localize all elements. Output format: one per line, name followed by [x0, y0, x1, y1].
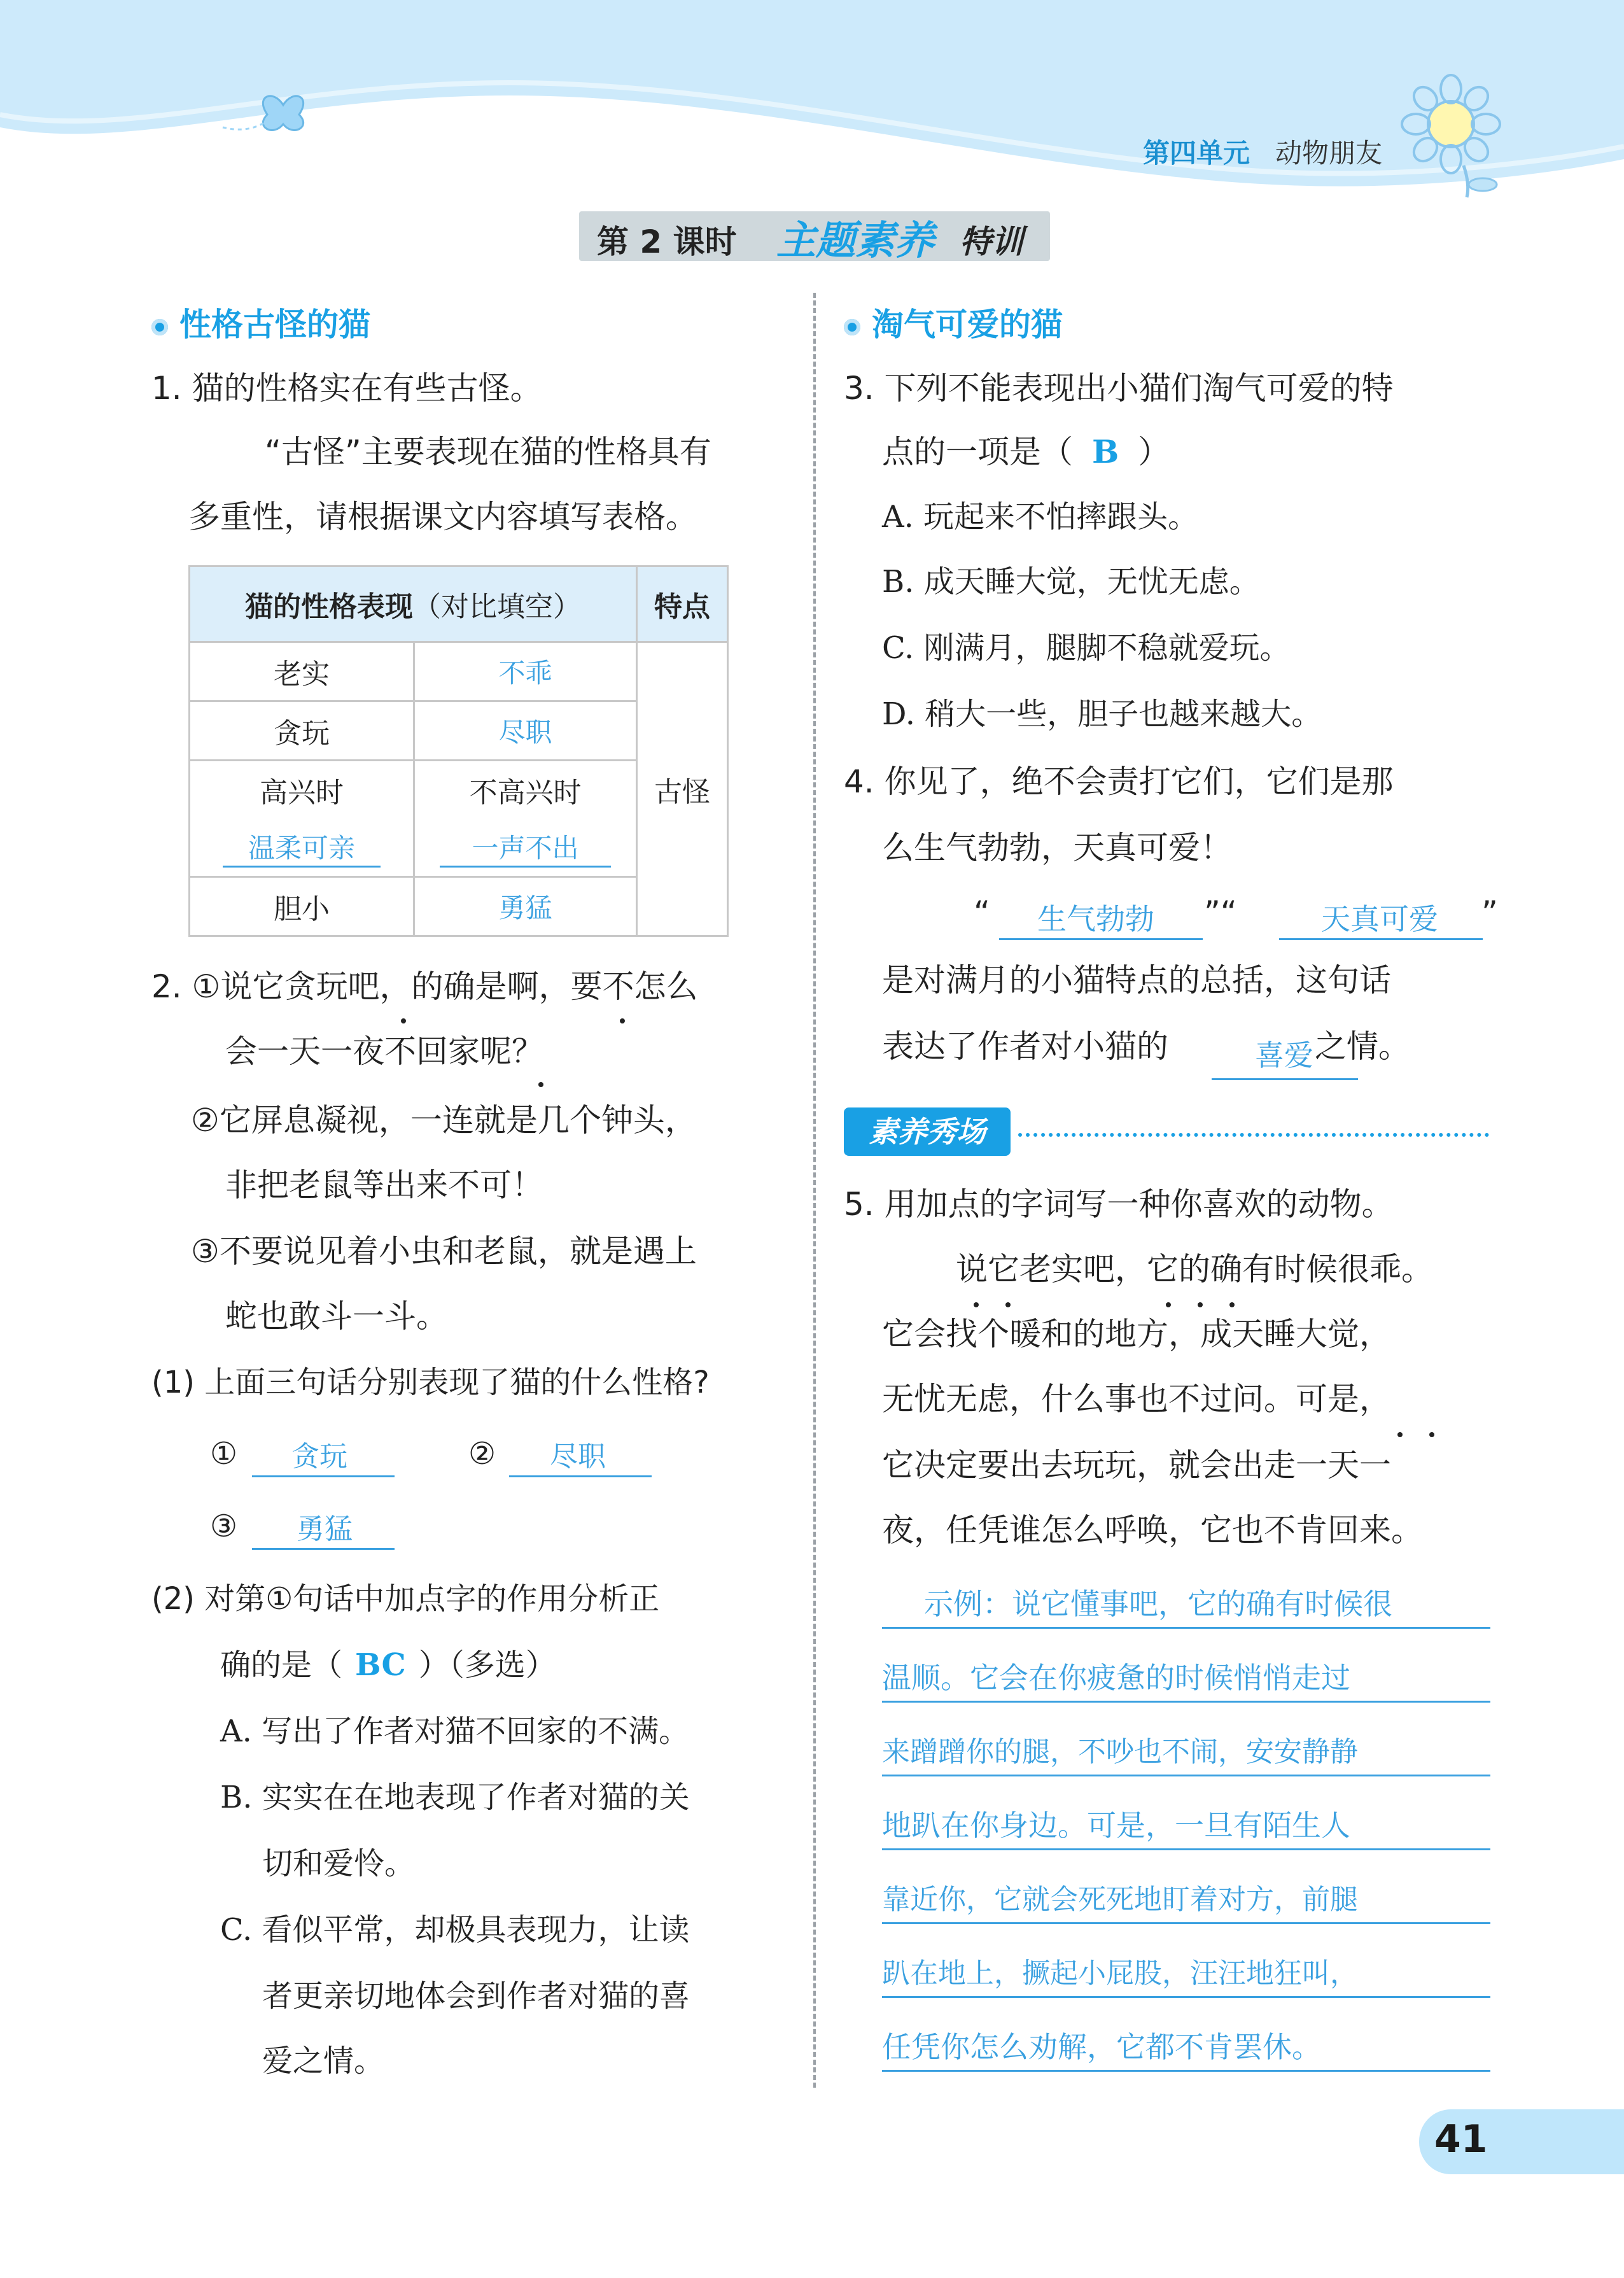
- answer-text: 趴在地上，撅起小屁股，汪汪地狂叫，: [882, 1957, 1358, 1990]
- option-c: C. 刚满月，腿脚不稳就爱玩。: [882, 630, 1291, 666]
- emphasis-dot: [538, 1082, 543, 1087]
- answer-text: 喜爱: [1255, 1038, 1313, 1072]
- table-header-behavior: 猫的性格表现（对比填空）: [190, 566, 637, 642]
- answer-line: [509, 1475, 652, 1477]
- q4-line4: 是对满月的小猫特点的总括，这句话: [882, 962, 1391, 999]
- quote-mark: “: [974, 894, 990, 931]
- lesson-number: 第 2 课时: [597, 223, 737, 260]
- table-cell: 老实: [190, 642, 414, 701]
- answer-text: 任凭你怎么劝解，它都不肯罢休。: [882, 2030, 1321, 2064]
- answer-line: [882, 1996, 1490, 1998]
- q2-s1a: 2. ①说它贪玩吧，的确是啊，要不怎么: [151, 968, 698, 1005]
- answer-text: 勇猛: [297, 1513, 353, 1545]
- table-cell: 高兴时: [190, 761, 414, 819]
- answer-line: [882, 1848, 1490, 1850]
- answer-line: [882, 1701, 1490, 1703]
- table-cell: 贪玩: [190, 701, 414, 761]
- emphasis-dot: [974, 1302, 979, 1307]
- q2-s2a: ②它屏息凝视，一连就是几个钟头，: [191, 1102, 697, 1139]
- table-answer-cell: 温柔可亲: [190, 819, 414, 877]
- q5-passage-2: 它会找个暖和的地方，成天睡大觉，: [882, 1316, 1391, 1353]
- emphasis-dot: [1229, 1302, 1235, 1307]
- emphasis-dot: [1166, 1302, 1171, 1307]
- unit-name: 动物朋友: [1275, 137, 1383, 169]
- q2-part1: (1) 上面三句话分别表现了猫的什么性格?: [151, 1365, 710, 1400]
- table-header-feature: 特点: [637, 566, 728, 642]
- option-d: D. 稍大一些，胆子也越来越大。: [882, 696, 1322, 732]
- emphasis-dot: [620, 1018, 625, 1023]
- cat-personality-table: [188, 565, 729, 937]
- option-c-line1: C. 看似平常，却极具表现力，让读: [220, 1912, 690, 1948]
- q2-s2b: 非把老鼠等出来不可！: [225, 1167, 543, 1204]
- q2-part2-line1: (2) 对第①句话中加点字的作用分析正: [151, 1581, 660, 1617]
- q1-line2: “古怪”主要表现在猫的性格具有: [265, 433, 711, 470]
- page-number-tab: [1419, 2109, 1624, 2174]
- answer-line: [1279, 938, 1483, 940]
- option-a: A. 写出了作者对猫不回家的不满。: [220, 1713, 690, 1749]
- answer-text: 地趴在你身边。可是，一旦有陌生人: [882, 1808, 1350, 1843]
- emphasis-dot: [1397, 1432, 1403, 1437]
- table-feature-cell: 古怪: [637, 642, 728, 936]
- answer-text: 示例：说它懂事吧，它的确有时候很: [924, 1587, 1392, 1621]
- q3-line2: 点的一项是（ B ）: [882, 433, 1170, 470]
- q5-passage-1: 说它老实吧，它的确有时候很乖。: [956, 1251, 1433, 1288]
- q2-part2-line2: 确的是（ BC ）（多选）: [220, 1647, 556, 1683]
- answer-text: 温顺。它会在你疲惫的时候悄悄走过: [882, 1661, 1350, 1695]
- bullet-icon: [151, 319, 168, 335]
- q5-passage-5: 夜，任凭谁怎么呼唤，它也不肯回来。: [882, 1512, 1423, 1549]
- emphasis-dot: [1429, 1432, 1434, 1437]
- table-answer-cell: 勇猛: [414, 877, 637, 936]
- answer-line: [252, 1548, 395, 1550]
- q4-line1: 4. 你见了，绝不会责打它们，它们是那: [844, 763, 1394, 800]
- answer-line: [999, 938, 1203, 940]
- page-number: 41: [1434, 2117, 1488, 2162]
- option-b: B. 成天睡大觉，无忧无虑。: [882, 564, 1260, 600]
- answer-line: [882, 1922, 1490, 1924]
- table-cell: 胆小: [190, 877, 414, 936]
- answer-text: 贪玩: [291, 1440, 347, 1473]
- q5-line1: 5. 用加点的字词写一种你喜欢的动物。: [844, 1186, 1394, 1223]
- answer-label: ②: [468, 1436, 496, 1472]
- answer-line: [882, 1627, 1490, 1629]
- q3-line1: 3. 下列不能表现出小猫们淘气可爱的特: [844, 370, 1394, 407]
- answer-line: [1212, 1078, 1358, 1080]
- q4-line2: 么生气勃勃，天真可爱！: [882, 829, 1232, 866]
- table-answer-cell: 不乖: [414, 642, 637, 701]
- answer-text: 生气勃勃: [1037, 902, 1154, 936]
- section-heading-left: 性格古怪的猫: [151, 299, 370, 345]
- q2-s3a: ③不要说见着小虫和老鼠，就是遇上: [191, 1233, 697, 1270]
- option-b-line1: B. 实实在在地表现了作者对猫的关: [220, 1780, 690, 1815]
- option-c-line3: 爱之情。: [262, 2043, 385, 2079]
- table-answer-cell: 尽职: [414, 701, 637, 761]
- emphasis-dot: [1198, 1302, 1203, 1307]
- answer-line: [882, 1775, 1490, 1776]
- q1-line3: 多重性，请根据课文内容填写表格。: [188, 498, 697, 535]
- header-wave-background: [0, 0, 1624, 210]
- option-c-line2: 者更亲切地体会到作者对猫的喜: [262, 1978, 690, 2014]
- section-heading-right: 淘气可爱的猫: [844, 299, 1063, 345]
- answer-text: 尽职: [550, 1440, 606, 1473]
- answer-line: [252, 1475, 395, 1477]
- answer-label: ③: [210, 1508, 238, 1544]
- q2-s3b: 蛇也敢斗一斗。: [225, 1298, 448, 1335]
- answer-text: 来蹭蹭你的腿，不吵也不闹，安安静静: [882, 1736, 1358, 1768]
- practice-banner: 素养秀场: [844, 1107, 1011, 1156]
- answer-text: 天真可爱: [1321, 902, 1438, 936]
- q5-passage-4: 它决定要出去玩玩，就会出走一天一: [882, 1447, 1391, 1484]
- answer-line: [882, 2070, 1490, 2072]
- column-divider: [813, 293, 816, 2088]
- unit-title: 第四单元: [1143, 137, 1250, 169]
- q1-line1: 1. 猫的性格实在有些古怪。: [151, 370, 542, 407]
- table-answer-cell: 一声不出: [414, 819, 637, 877]
- dotted-divider: [1018, 1133, 1489, 1137]
- quote-mark: ”: [1481, 894, 1498, 931]
- lesson-topic: 主题素养: [776, 217, 935, 264]
- option-b-line2: 切和爱怜。: [262, 1846, 416, 1881]
- q5-passage-3: 无忧无虑，什么事也不过问。可是，: [882, 1381, 1391, 1417]
- answer-label: ①: [210, 1436, 238, 1472]
- q4-line5: 表达了作者对小猫的 之情。: [882, 1028, 1410, 1065]
- emphasis-dot: [1005, 1302, 1011, 1307]
- emphasis-dot: [401, 1018, 406, 1023]
- bullet-icon: [844, 319, 860, 335]
- answer-text: 靠近你，它就会死死地盯着对方，前腿: [882, 1883, 1358, 1916]
- option-a: A. 玩起来不怕摔跟头。: [882, 499, 1199, 535]
- q2-s1b: 会一天一夜不回家呢？: [225, 1033, 543, 1070]
- quote-mark: ”“: [1204, 894, 1237, 931]
- table-cell: 不高兴时: [414, 761, 637, 819]
- lesson-subtitle: 特训: [960, 223, 1023, 260]
